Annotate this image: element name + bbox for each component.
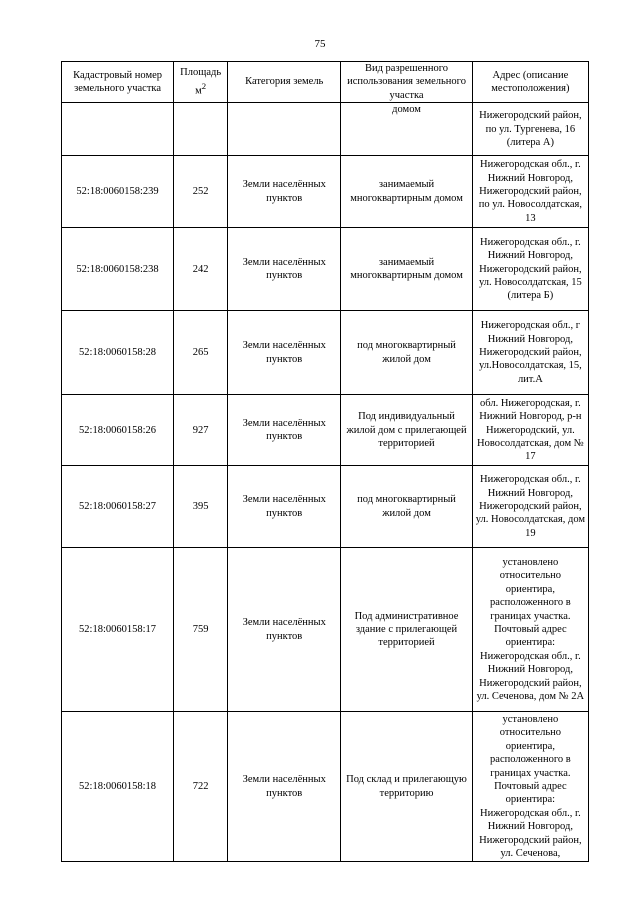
table-row <box>62 548 589 712</box>
header-cadastral-number: Кадастровый номер земельного участка <box>62 62 174 103</box>
cadastral-number-cell: 52:18:0060158:26 <box>62 395 174 466</box>
table-row <box>62 156 589 228</box>
permitted-use-cell: занимаемый многоквартирным домом <box>341 228 472 311</box>
land-category-cell: Земли населённых пунктов <box>228 712 341 862</box>
table-row <box>62 712 589 862</box>
table-row <box>62 228 589 311</box>
permitted-use-cell: Под склад и прилегающую территорию <box>341 712 472 862</box>
area-cell: 395 <box>174 466 228 548</box>
land-plots-table <box>61 61 589 862</box>
area-cell: 265 <box>174 311 228 395</box>
address-cell: Нижегородская обл., г Нижний Новгород, Нижегородский район, ул.Новосолдатская, 15, лит.А <box>472 311 588 395</box>
cadastral-number-cell: 52:18:0060158:27 <box>62 466 174 548</box>
table-row <box>62 103 589 156</box>
permitted-use-cell: Под административное здание с прилегающей территорией <box>341 548 472 712</box>
cadastral-number-cell: 52:18:0060158:17 <box>62 548 174 712</box>
cadastral-number-cell: 52:18:0060158:239 <box>62 156 174 228</box>
permitted-use-cell: Под индивидуальный жилой дом с прилегающей территорией <box>341 395 472 466</box>
table-header-row <box>62 62 589 103</box>
cadastral-number-cell: 52:18:0060158:18 <box>62 712 174 862</box>
table-row <box>62 466 589 548</box>
cadastral-number-cell <box>62 103 174 156</box>
land-category-cell: Земли населённых пунктов <box>228 228 341 311</box>
address-cell: Нижегородская обл., г. Нижний Новгород, Нижегородский район, по ул. Новосолдатская, 13 <box>472 156 588 228</box>
area-cell: 759 <box>174 548 228 712</box>
address-cell: Нижегородский район, по ул. Тургенева, 16 (литера А) <box>472 103 588 156</box>
area-cell: 927 <box>174 395 228 466</box>
land-category-cell: Земли населённых пунктов <box>228 466 341 548</box>
header-permitted-use: Вид разрешенного использования земельного участка <box>341 62 472 103</box>
address-cell: Нижегородская обл., г. Нижний Новгород, Нижегородский район, ул. Новосолдатская, 15 (литера Б) <box>472 228 588 311</box>
table-row <box>62 395 589 466</box>
address-cell: установлено относительно ориентира, расположенного в границах участка. Почтовый адрес ориентира: Нижегородская обл., г. Нижний Новгород, Нижегородский район, ул. Сеченова, дом № 2А <box>472 548 588 712</box>
header-area <box>174 62 228 103</box>
address-cell: установлено относительно ориентира, расположенного в границах участка. Почтовый адрес ориентира: Нижегородская обл., г. Нижний Новгород, Нижегородский район, ул. Сеченова, <box>472 712 588 862</box>
page-number: 75 <box>314 38 326 50</box>
header-address: Адрес (описание местоположения) <box>472 62 588 103</box>
address-cell: обл. Нижегородская, г. Нижний Новгород, р-н Нижегородский, ул. Новосолдатская, дом № 17 <box>472 395 588 466</box>
permitted-use-cell: домом <box>341 103 472 156</box>
table-row <box>62 311 589 395</box>
land-category-cell: Земли населённых пунктов <box>228 311 341 395</box>
permitted-use-cell: занимаемый многоквартирным домом <box>341 156 472 228</box>
header-land-category: Категория земель <box>228 62 341 103</box>
land-category-cell <box>228 103 341 156</box>
address-cell: Нижегородская обл., г. Нижний Новгород, Нижегородский район, ул. Новосолдатская, дом 19 <box>472 466 588 548</box>
header-area-label: Площадь м <box>180 67 222 97</box>
area-cell: 252 <box>174 156 228 228</box>
land-category-cell: Земли населённых пунктов <box>228 548 341 712</box>
area-cell <box>174 103 228 156</box>
cadastral-number-cell: 52:18:0060158:28 <box>62 311 174 395</box>
cadastral-number-cell: 52:18:0060158:238 <box>62 228 174 311</box>
permitted-use-cell: под многоквартирный жилой дом <box>341 311 472 395</box>
header-area-unit-exponent: 2 <box>201 80 207 91</box>
land-category-cell: Земли населённых пунктов <box>228 156 341 228</box>
land-category-cell: Земли населённых пунктов <box>228 395 341 466</box>
permitted-use-cell: под многоквартирный жилой дом <box>341 466 472 548</box>
area-cell: 242 <box>174 228 228 311</box>
area-cell: 722 <box>174 712 228 862</box>
